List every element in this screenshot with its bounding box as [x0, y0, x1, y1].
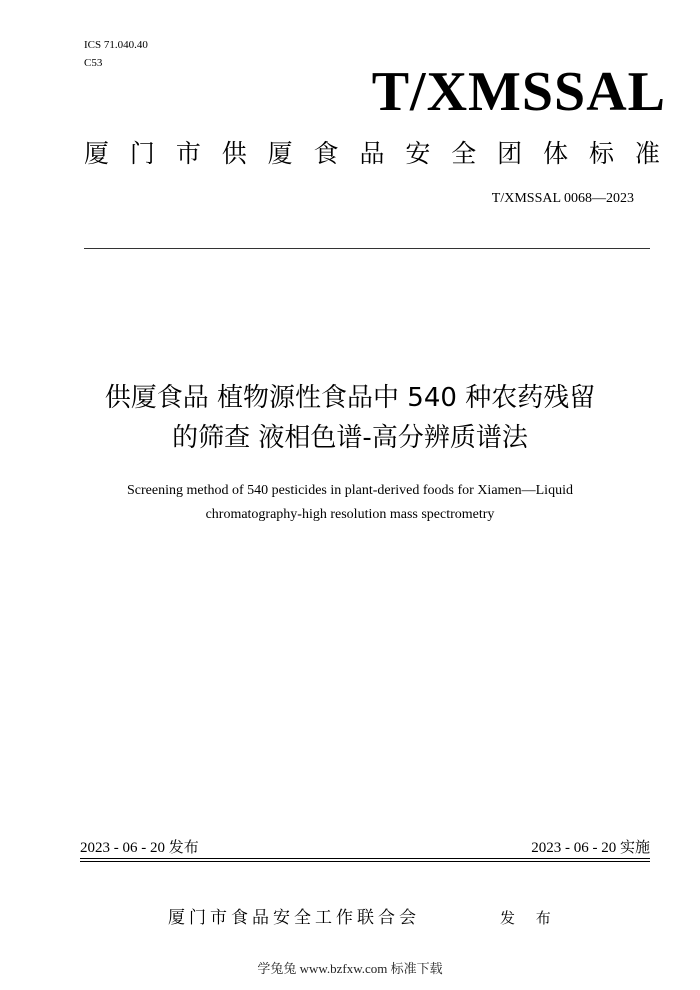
header-divider: [84, 248, 650, 249]
org-title-char: 品: [359, 139, 385, 168]
english-title-line-1: Screening method of 540 pesticides in plant-derived foods for Xiamen—Liquid: [127, 483, 573, 498]
footer-watermark-note: 学兔兔 www.bzfxw.com 标准下载: [257, 961, 443, 976]
org-title-char: 厦: [84, 139, 110, 168]
issuing-organization: 厦门市食品安全工作联合会: [168, 908, 420, 928]
implementation-date: 2023 - 06 - 20 实施: [531, 840, 650, 856]
org-title-char: 标: [588, 139, 614, 168]
org-title-char: 安: [405, 139, 431, 168]
org-title-char: 门: [129, 139, 155, 168]
org-title-char: 供: [221, 139, 247, 168]
footer-divider-top: [80, 858, 650, 859]
organization-title: [84, 138, 660, 170]
org-title-char: 全: [451, 139, 477, 168]
classification-code: C53: [84, 57, 103, 69]
chinese-title-line-1: 供厦食品 植物源性食品中 540 种农药残留: [104, 383, 596, 413]
issue-label: 发 布: [500, 909, 559, 927]
footer-divider-bottom: [80, 861, 650, 862]
org-title-char: 市: [175, 139, 201, 168]
standard-code-heading: T/XMSSAL: [371, 61, 666, 123]
ics-code: ICS 71.040.40: [84, 39, 148, 51]
issue-date: 2023 - 06 - 20 发布: [80, 840, 199, 856]
org-title-char: 厦: [267, 139, 293, 168]
org-title-char: 团: [497, 139, 523, 168]
english-title-line-2: chromatography-high resolution mass spectrometry: [205, 507, 495, 522]
standard-number: T/XMSSAL 0068—2023: [491, 191, 634, 206]
org-title-char: 食: [313, 139, 339, 168]
chinese-title-line-2: 的筛查 液相色谱-高分辨质谱法: [172, 423, 528, 453]
org-title-char: 准: [634, 139, 660, 168]
org-title-char: 体: [543, 139, 569, 168]
